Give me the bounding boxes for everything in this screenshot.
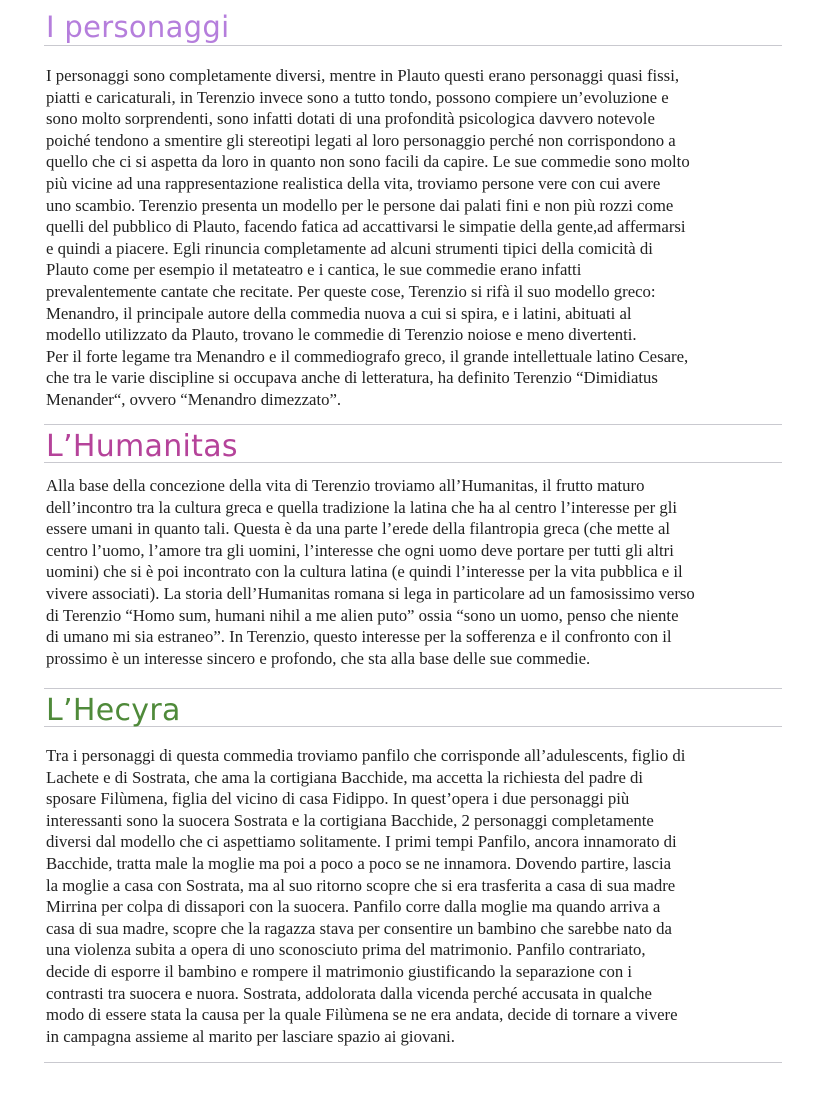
- text-line: una violenza subita a opera di uno sconosciuto prima del matrimonio. Panfilo contrariato,: [46, 940, 646, 960]
- text-line: sposare Filùmena, figlia del vicino di casa Fidippo. In quest’opera i due personaggi più: [46, 789, 630, 809]
- text-line: sono molto sorprendenti, sono infatti dotati di una profondità psicologica davvero notevole: [46, 109, 655, 129]
- section-heading-personaggi: I personaggi: [46, 10, 230, 44]
- text-line: poiché tendono a smentire gli stereotipi legati al loro personaggio perché non corrispondono a: [46, 130, 676, 150]
- text-line: più vicine ad una rappresentazione realistica della vita, troviamo persone vere con cui avere: [46, 173, 661, 193]
- text-line: Bacchide, tratta male la moglie ma poi a poco a poco se ne innamora. Dovendo partire, lascia: [46, 853, 672, 873]
- ruled-line: [44, 424, 782, 425]
- text-line: la moglie a casa con Sostrata, ma al suo ritorno scopre che si era trasferita a casa di sua madre: [46, 875, 676, 895]
- text-line: modello utilizzato da Plauto, trovano le commedie di Terenzio noiose e meno divertenti.: [46, 325, 637, 345]
- text-line: quello che ci si aspetta da loro in quanto non sono facili da capire. Le sue commedie sono molto: [46, 152, 690, 172]
- paragraph-humanitas: [46, 475, 786, 669]
- text-line: che tra le varie discipline si occupava anche di letteratura, ha definito Terenzio “Dimidiatus: [46, 368, 658, 388]
- text-line: casa di sua madre, scopre che la ragazza stava per consentire un bambino che sarebbe nato da: [46, 918, 672, 938]
- text-line: interessanti sono la suocera Sostrata e la cortigiana Bacchide, 2 personaggi completamente: [46, 810, 654, 830]
- text-line: di umano mi sia estraneo”. In Terenzio, questo interesse per la sofferenza e il confronto con il: [46, 627, 672, 647]
- paragraph-personaggi: [46, 65, 786, 411]
- text-line: decide di esporre il bambino e rompere il matrimonio giustificando la separazione con i: [46, 961, 633, 981]
- text-line: quelli del pubblico di Plauto, facendo fatica ad accattivarsi le simpatie della gente,ad affermarsi: [46, 217, 686, 237]
- section-heading-hecyra: L’Hecyra: [46, 693, 181, 728]
- text-line: I personaggi sono completamente diversi, mentre in Plauto questi erano personaggi quasi fissi,: [46, 66, 680, 85]
- text-line: Menander“, ovvero “Menandro dimezzato”.: [46, 389, 342, 409]
- text-line: vivere associati). La storia dell’Humanitas romana si lega in particolare ad un famosissimo verso: [46, 583, 695, 603]
- text-line: di Terenzio “Homo sum, humani nihil a me alien puto” ossia “sono un uomo, penso che niente: [46, 605, 679, 625]
- text-line: uno scambio. Terenzio presenta un modello per le persone dai palati fini e non più rozzi come: [46, 195, 674, 215]
- text-line: in campagna assieme al marito per lasciare spazio ai giovani.: [46, 1026, 455, 1046]
- text-line: contrasti tra suocera e nuora. Sostrata, addolorata dalla vicenda perché accusata in qualche: [46, 983, 652, 1003]
- text-line: essere umani in quanto tali. Questa è da una parte l’erede della filantropia greca (che mette al: [46, 519, 671, 539]
- text-line: uomini) che si è poi incontrato con la cultura latina (e quindi l’interesse per la vita pubblica e il: [46, 562, 683, 582]
- ruled-line: [44, 688, 782, 689]
- text-line: Lachete e di Sostrata, che ama la cortigiana Bacchide, ma accetta la richiesta del padre di: [46, 767, 644, 787]
- text-line: dell’incontro tra la cultura greca e quella tradizione la latina che ha al centro l’interesse per gli: [46, 497, 678, 517]
- text-line: Tra i personaggi di questa commedia troviamo panfilo che corrisponde all’adulescents, figlio di: [46, 746, 686, 765]
- text-line: Mirrina per colpa di dissapori con la suocera. Panfilo corre dalla moglie ma quando arriva a: [46, 897, 661, 917]
- text-line: Plauto come per esempio il metateatro e i cantica, le sue commedie erano infatti: [46, 260, 582, 280]
- text-line: e quindi a piacere. Egli rinuncia completamente ad alcuni strumenti tipici della comicità di: [46, 238, 653, 258]
- paragraph-hecyra: [46, 745, 786, 1047]
- text-line: Menandro, il principale autore della commedia nuova a cui si spira, e i latini, abituati al: [46, 303, 632, 323]
- text-line: prevalentemente cantate che recitate. Per queste cose, Terenzio si rifà il suo modello greco:: [46, 281, 656, 301]
- text-line: centro l’uomo, l’amore tra gli uomini, l’interesse che ogni uomo deve portare per tutti gli altri: [46, 540, 674, 560]
- section-heading-humanitas: L’Humanitas: [46, 429, 238, 464]
- text-line: Per il forte legame tra Menandro e il commediografo greco, il grande intellettuale latino Cesare,: [46, 346, 689, 366]
- text-line: piatti e caricaturali, in Terenzio invece sono a tutto tondo, possono compiere un’evoluzione e: [46, 87, 669, 107]
- ruled-line: [44, 1062, 782, 1063]
- text-line: Alla base della concezione della vita di Terenzio troviamo all’Humanitas, il frutto maturo: [46, 476, 645, 495]
- text-line: prossimo è un interesse sincero e profondo, che sta alla base delle sue commedie.: [46, 648, 591, 668]
- text-line: diversi dal modello che ci aspettiamo solitamente. I primi tempi Panfilo, ancora innamorato di: [46, 832, 677, 852]
- text-line: modo di essere stata la causa per la quale Filùmena se ne era andata, decide di tornare a vivere: [46, 1005, 678, 1025]
